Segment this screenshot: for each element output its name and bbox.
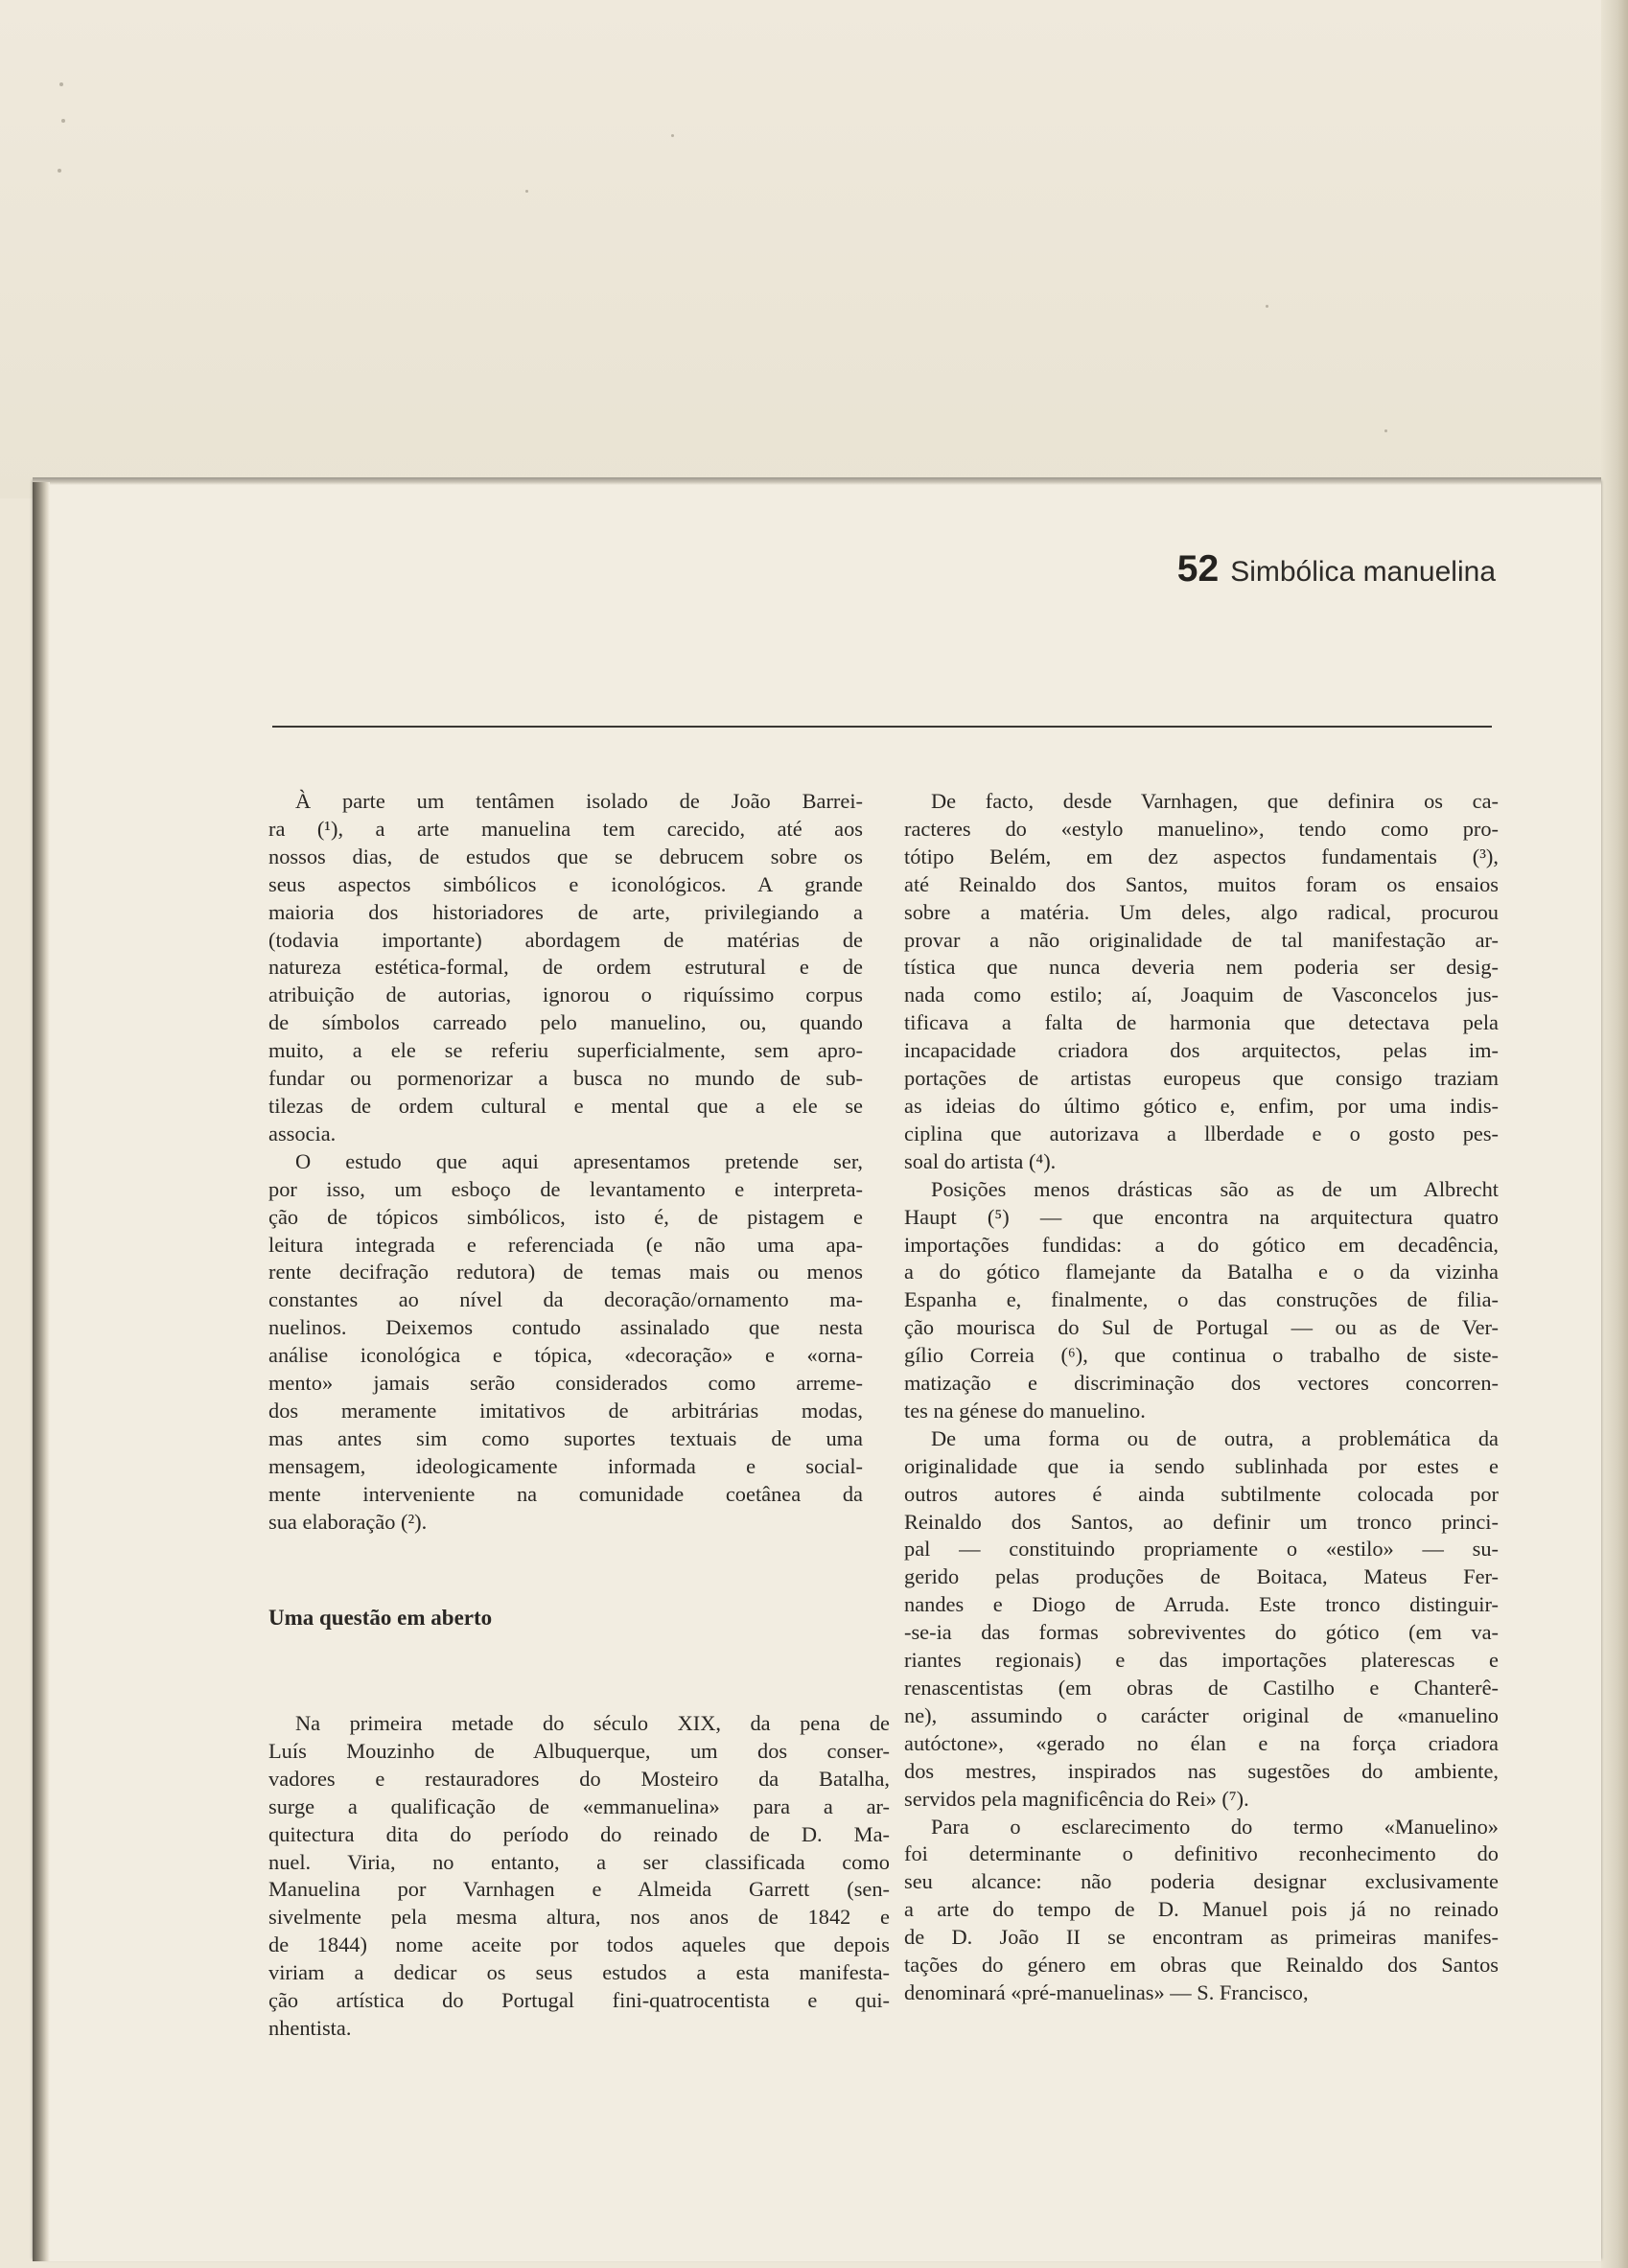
- text-line: análise iconológica e tópica, «decoração» e «orna-: [268, 1343, 863, 1368]
- text-line: ciplina que autorizava a llberdade e o gosto pes-: [904, 1121, 1499, 1146]
- text-line: Espanha e, finalmente, o das construções de filia-: [904, 1287, 1499, 1312]
- paper-speck: [671, 134, 674, 137]
- page-top-edge: [33, 477, 1601, 485]
- text-line: matização e discriminação dos vectores concorren-: [904, 1371, 1499, 1396]
- text-line: De facto, desde Varnhagen, que definira os ca-: [931, 789, 1499, 813]
- text-line: Para o esclarecimento do termo «Manuelino»: [931, 1814, 1499, 1839]
- text-line: importações fundidas: a do gótico em decadência,: [904, 1232, 1499, 1257]
- left-column: [268, 788, 890, 2040]
- text-line: nuelinos. Deixemos contudo assinalado que nesta: [268, 1315, 863, 1340]
- text-line: atribuição de autorias, ignorou o riquíssimo corpus: [268, 983, 863, 1007]
- text-line: Haupt (⁵) — que encontra na arquitectura quatro: [904, 1204, 1499, 1229]
- page-right-edge: [1601, 0, 1628, 2268]
- text-line: originalidade que ia sendo sublinhada por estes e: [904, 1453, 1499, 1478]
- text-line: O estudo que aqui apresentamos pretende ser,: [295, 1148, 863, 1173]
- text-line: tística que nunca deveria nem poderia ser desig-: [904, 955, 1499, 980]
- text-line: tilezas de ordem cultural e mental que a ele se: [268, 1093, 863, 1118]
- text-line: soal do artista (⁴).: [904, 1148, 1057, 1173]
- text-line: até Reinaldo dos Santos, muitos foram os ensaios: [904, 871, 1499, 896]
- body-paragraph: [268, 1710, 890, 2043]
- text-line: Manuelina por Varnhagen e Almeida Garrett (sen-: [268, 1877, 890, 1902]
- text-line: gerido pelas produções de Boitaca, Mateus Fer-: [904, 1564, 1499, 1589]
- text-line: dos mestres, inspirados nas sugestões do ambiente,: [904, 1758, 1499, 1783]
- page-left-edge: [33, 482, 50, 2261]
- body-paragraph: [268, 1148, 863, 1537]
- text-line: as ideias do último gótico e, enfim, por uma indis-: [904, 1093, 1499, 1118]
- body-paragraph: [904, 1425, 1499, 1814]
- text-line: nossos dias, de estudos que se debrucem sobre os: [268, 844, 863, 868]
- text-line: a arte do tempo de D. Manuel pois já no reinado: [904, 1897, 1499, 1922]
- text-line: sivelmente pela mesma altura, nos anos de 1842 e: [268, 1905, 890, 1930]
- header-rule: [272, 726, 1492, 728]
- text-line: Posições menos drásticas são as de um Albrecht: [931, 1176, 1499, 1201]
- text-line: mento» jamais serão considerados como arreme-: [268, 1371, 863, 1396]
- text-line: de D. João II se encontram as primeiras manifes-: [904, 1925, 1499, 1950]
- text-line: ção artística do Portugal fini-quatrocentista e qui-: [268, 1988, 890, 2013]
- text-line: vadores e restauradores do Mosteiro da Batalha,: [268, 1766, 890, 1791]
- text-line: Luís Mouzinho de Albuquerque, um dos conser-: [268, 1738, 890, 1763]
- text-line: outros autores é ainda subtilmente colocada por: [904, 1481, 1499, 1506]
- text-line: seus aspectos simbólicos e iconológicos. A grande: [268, 871, 863, 896]
- text-line: gílio Correia (⁶), que continua o trabalho de siste-: [904, 1343, 1499, 1368]
- text-line: (todavia importante) abordagem de matérias de: [268, 927, 863, 952]
- text-line: nandes e Diogo de Arruda. Este tronco distinguir-: [904, 1592, 1499, 1617]
- text-line: tótipo Belém, em dez aspectos fundamentais (³),: [904, 844, 1499, 868]
- text-line: seu alcance: não poderia designar exclusivamente: [904, 1869, 1499, 1894]
- text-line: nuel. Viria, no entanto, a ser classificada como: [268, 1849, 890, 1874]
- text-line: de 1844) nome aceite por todos aqueles que depois: [268, 1932, 890, 1957]
- text-line: natureza estética-formal, de ordem estrutural e de: [268, 955, 863, 980]
- text-line: leitura integrada e referenciada (e não uma apa-: [268, 1232, 863, 1257]
- text-line: ção mourisca do Sul de Portugal — ou as de Ver-: [904, 1315, 1499, 1340]
- text-line: a do gótico flamejante da Batalha e o da vizinha: [904, 1260, 1499, 1284]
- paper-speck: [61, 119, 65, 123]
- text-line: De uma forma ou de outra, a problemática da: [931, 1425, 1499, 1450]
- text-line: sobre a matéria. Um deles, algo radical, procurou: [904, 899, 1499, 924]
- text-line: sua elaboração (²).: [268, 1509, 428, 1534]
- text-line: pal — constituindo propriamente o «estilo» — su-: [904, 1537, 1499, 1562]
- text-line: ra (¹), a arte manuelina tem carecido, até aos: [268, 816, 863, 841]
- text-line: mente interveniente na comunidade coetânea da: [268, 1481, 863, 1506]
- text-line: riantes regionais) e das importações platerescas e: [904, 1648, 1499, 1673]
- back-sheet: [0, 0, 1628, 498]
- text-line: dos meramente imitativos de arbitrárias modas,: [268, 1398, 863, 1423]
- page-number: 52: [1176, 548, 1220, 590]
- text-line: mas antes sim como suportes textuais de uma: [268, 1425, 863, 1450]
- text-line: nada como estilo; aí, Joaquim de Vasconcelos jus-: [904, 983, 1499, 1007]
- text-line: mensagem, ideologicamente informada e social-: [268, 1453, 863, 1478]
- body-paragraph: [268, 788, 863, 1148]
- section-heading: Uma questão em aberto: [268, 1606, 493, 1630]
- text-line: viriam a dedicar os seus estudos a esta manifesta-: [268, 1960, 890, 1985]
- text-line: tes na génese do manuelino.: [904, 1398, 1146, 1423]
- text-line: associa.: [268, 1121, 337, 1146]
- right-column: [904, 788, 1499, 2007]
- running-head: [959, 548, 1496, 590]
- text-line: muito, a ele se referiu superficialmente, sem apro-: [268, 1038, 863, 1063]
- text-line: renascentistas (em obras de Castilho e Chanterê-: [904, 1676, 1499, 1700]
- text-line: maioria dos historiadores de arte, privilegiando a: [268, 899, 863, 924]
- body-paragraph: [904, 1176, 1499, 1425]
- text-line: tificava a falta de harmonia que detectava pela: [904, 1010, 1499, 1035]
- text-line: Reinaldo dos Santos, ao definir um tronco princi-: [904, 1509, 1499, 1534]
- text-line: -se-ia das formas sobreviventes do gótico (em va-: [904, 1620, 1499, 1645]
- text-line: surge a qualificação de «emmanuelina» para a ar-: [268, 1794, 890, 1818]
- text-line: denominará «pré-manuelinas» — S. Francisco,: [904, 1979, 1309, 2004]
- text-line: foi determinante o definitivo reconhecimento do: [904, 1841, 1499, 1866]
- body-paragraph: [904, 1814, 1499, 2007]
- text-line: constantes ao nível da decoração/ornamento ma-: [268, 1287, 863, 1312]
- text-line: incapacidade criadora dos arquitectos, pelas im-: [904, 1038, 1499, 1063]
- body-paragraph: [904, 788, 1499, 1176]
- text-line: ção de tópicos simbólicos, isto é, de pistagem e: [268, 1204, 863, 1229]
- paper-speck: [59, 82, 63, 86]
- text-line: tações do género em obras que Reinaldo dos Santos: [904, 1953, 1499, 1978]
- text-line: racteres do «estylo manuelino», tendo como pro-: [904, 816, 1499, 841]
- paper-speck: [1266, 305, 1268, 308]
- paper-speck: [525, 190, 528, 193]
- text-line: Na primeira metade do século XIX, da pena de: [295, 1711, 890, 1735]
- text-line: servidos pela magnificência do Rei» (⁷).: [904, 1786, 1249, 1811]
- text-line: autóctone», «gerado no élan e na força criadora: [904, 1730, 1499, 1755]
- paper-speck: [1384, 429, 1387, 432]
- text-line: portações de artistas europeus que consigo traziam: [904, 1066, 1499, 1091]
- text-line: quitectura dita do período do reinado de D. Ma-: [268, 1821, 890, 1846]
- paper-speck: [58, 169, 61, 173]
- running-title: Simbólica manuelina: [1230, 556, 1496, 588]
- text-line: fundar ou pormenorizar a busca no mundo de sub-: [268, 1066, 863, 1091]
- text-line: rente decifração redutora) de temas mais ou menos: [268, 1260, 863, 1284]
- text-line: provar a não originalidade de tal manifestação ar-: [904, 927, 1499, 952]
- text-line: À parte um tentâmen isolado de João Barrei-: [295, 789, 863, 813]
- text-line: nhentista.: [268, 2015, 352, 2040]
- text-line: por isso, um esboço de levantamento e interpreta-: [268, 1176, 863, 1201]
- text-line: ne), assumindo o carácter original de «manuelino: [904, 1702, 1499, 1727]
- text-line: de símbolos carreado pelo manuelino, ou, quando: [268, 1010, 863, 1035]
